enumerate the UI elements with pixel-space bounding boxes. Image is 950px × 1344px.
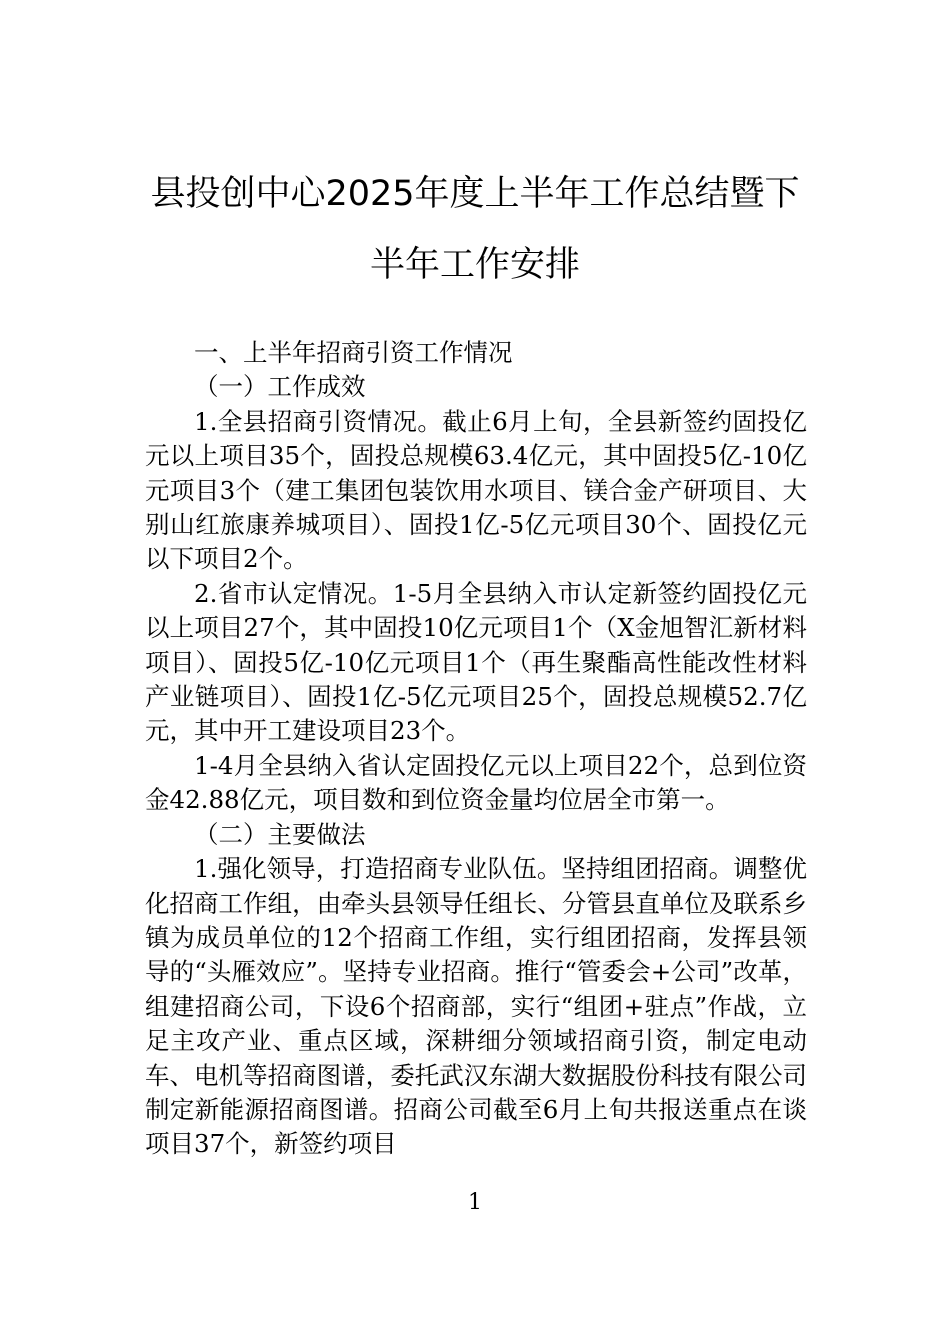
paragraph-strengthen-leadership: 1.强化领导，打造招商专业队伍。坚持组团招商。调整优化招商工作组，由牵头县领导任组长、分管县直单位及联系乡镇为成员单位的12个招商工作组，实行组团招商，发挥县领导的“头雁效应”。坚持专业招商。推行“管委会+公司”改革，组建招商公司，下设6个招商部，实行“组团+驻点”作战，立足主攻产业、重点区域，深耕细分领域招商引资，制定电动车、电机等招商图谱，委托武汉东湖大数据股份科技有限公司制定新能源招商图谱。招商公司截至6月上旬共报送重点在谈项目37个，新签约项目 — [145, 854, 807, 1159]
subsection-heading-work-results: （一）工作成效 — [194, 372, 366, 402]
paragraph-county-investment: 1.全县招商引资情况。截止6月上旬，全县新签约固投亿元以上项目35个，固投总规模63.4亿元，其中固投5亿-10亿元项目3个（建工集团包装饮用水项目、镁合金产研项目、大别山红旅康养城项目）、固投1亿-5亿元项目30个、固投亿元以下项目2个。 — [145, 406, 807, 574]
document-title-line-2: 半年工作安排 — [369, 245, 580, 285]
paragraph-province-recognized-projects: 1-4月全县纳入省认定固投亿元以上项目22个，总到位资金42.88亿元，项目数和到位资金量均位居全市第一。 — [145, 750, 807, 815]
document-body — [145, 336, 807, 1162]
subsection-heading-main-practices: （二）主要做法 — [194, 819, 366, 849]
paragraph-province-city-recognition: 2.省市认定情况。1-5月全县纳入市认定新签约固投亿元以上项目27个，其中固投10亿元项目1个（X金旭智汇新材料项目）、固投5亿-10亿元项目1个（再生聚酯高性能改性材料产业链项目）、固投1亿-5亿元项目25个，固投总规模52.7亿元，其中开工建设项目23个。 — [145, 578, 807, 746]
page-number: 1 — [468, 1190, 482, 1215]
document-title-line-1: 县投创中心2025年度上半年工作总结暨下 — [150, 174, 800, 214]
section-heading-1: 一、上半年招商引资工作情况 — [194, 338, 513, 367]
